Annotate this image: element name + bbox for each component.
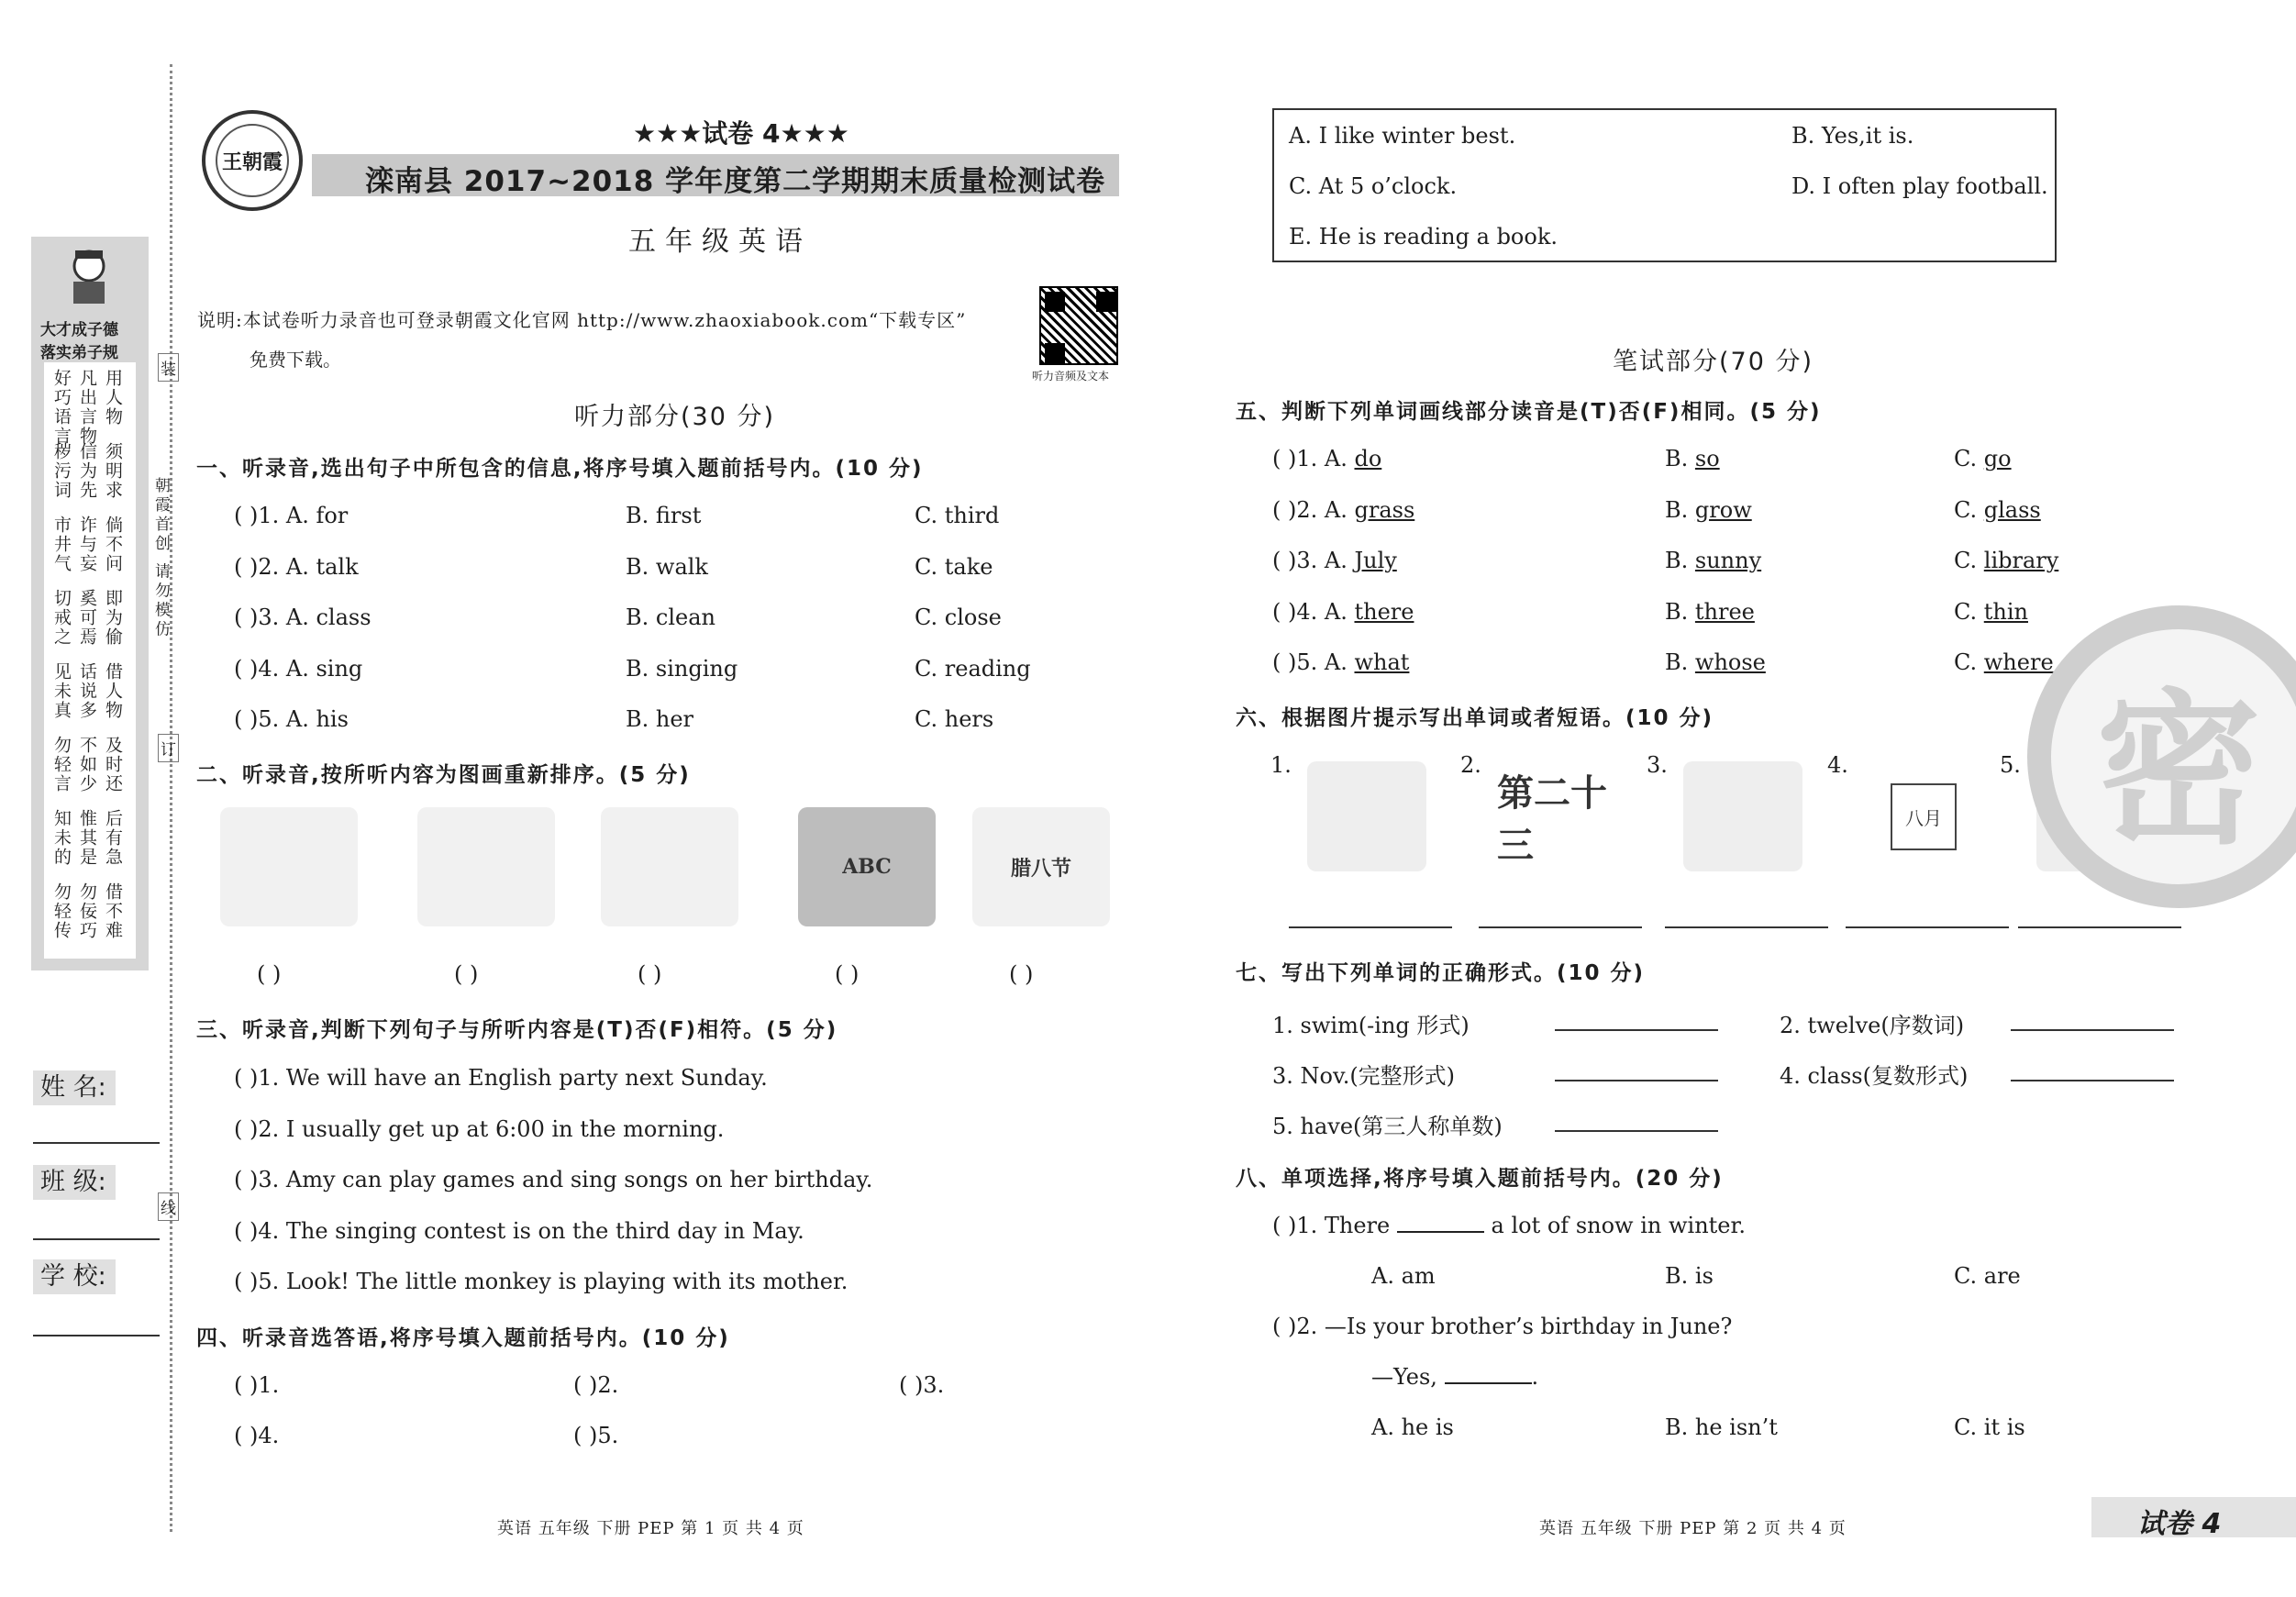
s5-num: ( )2. A.: [1272, 496, 1348, 523]
poem-column: 勿轻言: [51, 736, 72, 793]
s1-item-b: B. singing: [626, 655, 738, 682]
s8-q1-opt-b: B. is: [1665, 1263, 1714, 1289]
s5-word-c: thin: [1983, 598, 2028, 625]
s7-item-1: 1. swim(-ing 形式): [1272, 1013, 1470, 1038]
s7-item-3: 3. Nov.(完整形式): [1272, 1063, 1456, 1089]
poem-column: 切戒之: [51, 589, 72, 647]
s5-prefix-c: C.: [1954, 598, 1984, 625]
s8-q2-blank[interactable]: [1445, 1364, 1532, 1384]
section-1-title: 一、听录音,选出句子中所包含的信息,将序号填入题前括号内。(10 分): [196, 457, 924, 481]
s5-item-b: [1665, 599, 1755, 625]
s7-answer-4[interactable]: [2011, 1080, 2174, 1081]
s5-word-a: July: [1354, 548, 1397, 573]
s8-q1-blank[interactable]: [1397, 1213, 1484, 1233]
binding-dotted-line: [170, 64, 172, 1532]
exam-title: 滦南县 2017~2018 学年度第二学期期末质量检测试卷: [365, 165, 1106, 198]
s5-item-c: [1954, 649, 2054, 675]
s2-bracket[interactable]: ( ): [835, 961, 860, 987]
s8-q1-opt-c: C. are: [1954, 1263, 2021, 1289]
s4-q3[interactable]: ( )3.: [899, 1372, 945, 1398]
section-5-title: 五、判断下列单词画线部分读音是(T)否(F)相同。(5 分): [1236, 400, 1822, 424]
option-b: B. Yes,it is.: [1791, 123, 1914, 149]
motto-line-1: 大才成子德: [40, 321, 118, 339]
poem-column: 及时还: [103, 736, 123, 793]
s5-item-c: [1954, 497, 2041, 523]
poem-column: 后有急: [103, 809, 123, 867]
s6-answer-line[interactable]: [2018, 926, 2181, 928]
qr-code[interactable]: [1039, 286, 1118, 365]
poem-column: 惟其是: [77, 809, 97, 867]
s6-picture: [1864, 761, 1983, 871]
s7-answer-2[interactable]: [2011, 1029, 2174, 1031]
corner-paper-label: 试卷 4: [2137, 1508, 2222, 1540]
confidential-seal: 密: [2027, 605, 2296, 908]
s7-answer-1[interactable]: [1555, 1029, 1718, 1031]
fold-mark-1: 装: [158, 353, 179, 382]
teacher-picture: [798, 807, 936, 926]
s8-q1-opt-a: A. am: [1371, 1263, 1436, 1289]
writing-part-title: 笔试部分(70 分): [1613, 348, 1814, 376]
s1-item-a[interactable]: ( )3. A. class: [234, 604, 372, 630]
picture-label: 腊八节: [1010, 856, 1071, 881]
s2-bracket[interactable]: ( ): [1009, 961, 1034, 987]
cartoon-figure: [57, 243, 121, 307]
s5-num: ( )5. A.: [1272, 649, 1348, 675]
s5-prefix-c: C.: [1954, 496, 1984, 523]
s7-answer-3[interactable]: [1555, 1080, 1718, 1081]
logo-text: 王朝霞: [216, 124, 289, 197]
s6-num: 4.: [1827, 752, 1848, 778]
s3-item[interactable]: ( )4. The singing contest is on the third day in May.: [234, 1217, 804, 1244]
s6-answer-line[interactable]: [1479, 926, 1642, 928]
s6-picture-text: 第二十三: [1497, 772, 1607, 867]
s8-q2-opt-b: B. he isn’t: [1665, 1414, 1778, 1440]
s5-item-a[interactable]: [1272, 649, 1409, 675]
s7-item-5: 5. have(第三人称单数): [1272, 1114, 1503, 1139]
name-field[interactable]: [33, 1142, 160, 1144]
poem-column: 凡出言物: [77, 369, 97, 446]
poem-column: 即为偷: [103, 589, 123, 647]
s5-item-c: [1954, 599, 2028, 625]
s8-q1-pre: ( )1. There: [1272, 1213, 1391, 1238]
school-field[interactable]: [33, 1335, 160, 1336]
picture-label: ABC: [842, 855, 892, 879]
s5-item-a[interactable]: [1272, 599, 1414, 625]
s4-q4[interactable]: ( )4.: [234, 1423, 280, 1448]
s5-prefix-b: B.: [1665, 649, 1695, 675]
s6-num: 5.: [2000, 752, 2021, 778]
s5-item-a[interactable]: [1272, 446, 1381, 471]
section-6-title: 六、根据图片提示写出单词或者短语。(10 分): [1236, 706, 1714, 730]
s5-item-c: [1954, 446, 2012, 471]
s1-item-b: B. her: [626, 706, 694, 732]
s5-num: ( )4. A.: [1272, 598, 1348, 625]
poem-column: 用人物: [103, 369, 123, 427]
footer-page-2: 英语 五年级 下册 PEP 第 2 页 共 4 页: [1539, 1519, 1847, 1538]
poem-column: 倘不问: [103, 516, 123, 573]
qr-caption: 听力音频及文本: [1032, 370, 1110, 383]
poem-column: 借人物: [103, 662, 123, 720]
s5-num: ( )3. A.: [1272, 548, 1348, 573]
poem-column: 奚可焉: [77, 589, 97, 647]
s1-item-b: B. clean: [626, 604, 715, 630]
s5-prefix-c: C.: [1954, 446, 1984, 471]
s8-q1-post: a lot of snow in winter.: [1491, 1213, 1746, 1238]
s8-q1: [1272, 1213, 1746, 1238]
fold-mark-2: 订: [158, 734, 179, 762]
s5-word-c: where: [1983, 649, 2054, 675]
s1-item-b: B. first: [626, 503, 702, 528]
s5-word-b: whose: [1694, 649, 1766, 675]
s7-item-2: 2. twelve(序数词): [1780, 1013, 1965, 1038]
publisher-logo: [202, 110, 303, 211]
subject-title: 五年级英语: [628, 226, 812, 258]
s1-item-c: C. hers: [915, 706, 994, 732]
section-7-title: 七、写出下列单词的正确形式。(10 分): [1236, 961, 1646, 985]
s5-item-a[interactable]: [1272, 497, 1414, 523]
section-3-title: 三、听录音,判断下列句子与所听内容是(T)否(F)相符。(5 分): [196, 1018, 838, 1042]
s5-item-b: [1665, 497, 1752, 523]
s1-item-b: B. walk: [626, 553, 708, 580]
section-4-title: 四、听录音选答语,将序号填入题前括号内。(10 分): [196, 1326, 730, 1350]
paper-number: ★★★试卷 4★★★: [633, 118, 849, 149]
panda-picture: [601, 807, 738, 926]
poem-column: 借不难: [103, 882, 123, 940]
instruction-note-2: 免费下载。: [250, 349, 341, 371]
s5-word-c: go: [1983, 446, 2012, 471]
s5-item-b: [1665, 649, 1766, 675]
name-label: 姓 名:: [33, 1070, 116, 1105]
poem-column: 好巧语言: [51, 369, 72, 446]
poem-column: 诈与妄: [77, 516, 97, 573]
poem-column: 市井气: [51, 516, 72, 573]
s3-item[interactable]: ( )1. We will have an English party next Sunday.: [234, 1065, 768, 1091]
s5-item-a[interactable]: [1272, 548, 1397, 573]
s5-prefix-b: B.: [1665, 598, 1695, 625]
s1-item-c: C. reading: [915, 655, 1031, 682]
s1-item-c: C. third: [915, 503, 1000, 528]
s4-q5[interactable]: ( )5.: [573, 1423, 619, 1448]
s6-picture: [1307, 761, 1426, 871]
s8-q2-opt-a: A. he is: [1371, 1414, 1454, 1440]
s6-answer-line[interactable]: [1289, 926, 1452, 928]
s3-item[interactable]: ( )3. Amy can play games and sing songs on her birthday.: [234, 1167, 873, 1192]
poem-column: 话说多: [77, 662, 97, 720]
motto-line-2: 落实弟子规: [40, 344, 118, 362]
s5-word-a: do: [1354, 446, 1382, 471]
s7-item-4: 4. class(复数形式): [1780, 1063, 1969, 1089]
s2-bracket[interactable]: ( ): [257, 961, 282, 987]
s1-item-c: C. take: [915, 553, 993, 580]
option-d: D. I often play football.: [1791, 173, 2048, 199]
school-label: 学 校:: [33, 1259, 116, 1294]
s5-item-b: [1665, 548, 1761, 573]
s5-prefix-c: C.: [1954, 548, 1984, 573]
s3-item[interactable]: ( )5. Look! The little monkey is playing with its mother.: [234, 1269, 849, 1294]
s6-num: 2.: [1460, 752, 1481, 778]
s5-word-a: what: [1354, 649, 1410, 675]
s8-q2: ( )2. —Is your brother’s birthday in June?: [1272, 1314, 1733, 1339]
s6-picture: [1497, 761, 1616, 871]
s5-word-b: grow: [1694, 496, 1752, 523]
s5-item-b: [1665, 446, 1720, 471]
s5-prefix-b: B.: [1665, 496, 1695, 523]
poem-column: 知未的: [51, 809, 72, 867]
instruction-note: 说明:本试卷听力录音也可登录朝霞文化官网 http://www.zhaoxiabook.com“下载专区”: [197, 309, 967, 331]
s5-word-b: so: [1694, 446, 1720, 471]
fold-mark-3: 线: [158, 1192, 179, 1221]
s5-prefix-c: C.: [1954, 649, 1984, 675]
poem-column: 须明求: [103, 442, 123, 500]
s5-item-c: [1954, 548, 2058, 573]
s1-item-a[interactable]: ( )5. A. his: [234, 706, 349, 732]
s5-num: ( )1. A.: [1272, 446, 1348, 471]
s8-q2-answer: —Yes, .: [1371, 1364, 1539, 1390]
s3-item[interactable]: ( )2. I usually get up at 6:00 in the morning.: [234, 1115, 725, 1142]
s5-word-c: glass: [1983, 496, 2041, 523]
s5-prefix-b: B.: [1665, 548, 1695, 573]
class-label: 班 级:: [33, 1165, 116, 1200]
listening-part-title: 听力部分(30 分): [574, 403, 776, 431]
watering-plant-picture: [417, 807, 555, 926]
poem-column: 勿佞巧: [77, 882, 97, 940]
option-a: A. I like winter best.: [1289, 123, 1516, 149]
section-2-title: 二、听录音,按所听内容为图画重新排序。(5 分): [196, 763, 691, 787]
option-c: C. At 5 o’clock.: [1289, 173, 1458, 199]
section-8-title: 八、单项选择,将序号填入题前括号内。(20 分): [1236, 1167, 1724, 1191]
s7-answer-5[interactable]: [1555, 1130, 1718, 1132]
class-field[interactable]: [33, 1238, 160, 1240]
s2-bracket[interactable]: ( ): [638, 961, 662, 987]
festival-picture: [972, 807, 1110, 926]
s6-picture-text: 八月: [1891, 783, 1957, 850]
s4-q1[interactable]: ( )1.: [234, 1372, 280, 1398]
s2-bracket[interactable]: ( ): [454, 961, 479, 987]
poem-column: 不如少: [77, 736, 97, 793]
s1-item-a[interactable]: ( )1. A. for: [234, 503, 349, 528]
s1-item-a[interactable]: ( )4. A. sing: [234, 655, 363, 682]
s1-item-c: C. close: [915, 604, 1002, 630]
s5-word-b: sunny: [1694, 548, 1762, 573]
s8-q2-answer-pre: —Yes,: [1371, 1364, 1437, 1390]
s4-q2[interactable]: ( )2.: [573, 1372, 619, 1398]
poem-column: 信为先: [77, 442, 97, 500]
s6-num: 1.: [1270, 752, 1292, 778]
s6-answer-line[interactable]: [1846, 926, 2009, 928]
s1-item-a[interactable]: ( )2. A. talk: [234, 553, 359, 580]
swimming-picture: [220, 807, 358, 926]
s6-picture: [1683, 761, 1802, 871]
s6-num: 3.: [1647, 752, 1668, 778]
s5-word-c: library: [1983, 548, 2059, 573]
s5-word-b: three: [1694, 598, 1755, 625]
s6-answer-line[interactable]: [1665, 926, 1828, 928]
s5-prefix-b: B.: [1665, 446, 1695, 471]
poem-column: 秽污词: [51, 442, 72, 500]
s5-word-a: grass: [1354, 496, 1415, 523]
poem-column: 勿轻传: [51, 882, 72, 940]
s8-q2-opt-c: C. it is: [1954, 1414, 2025, 1440]
s5-word-a: there: [1354, 598, 1414, 625]
footer-page-1: 英语 五年级 下册 PEP 第 1 页 共 4 页: [497, 1519, 804, 1538]
option-e: E. He is reading a book.: [1289, 224, 1558, 250]
vertical-note: 朝霞首创 请勿模仿: [151, 477, 170, 640]
poem-column: 见未真: [51, 662, 72, 720]
